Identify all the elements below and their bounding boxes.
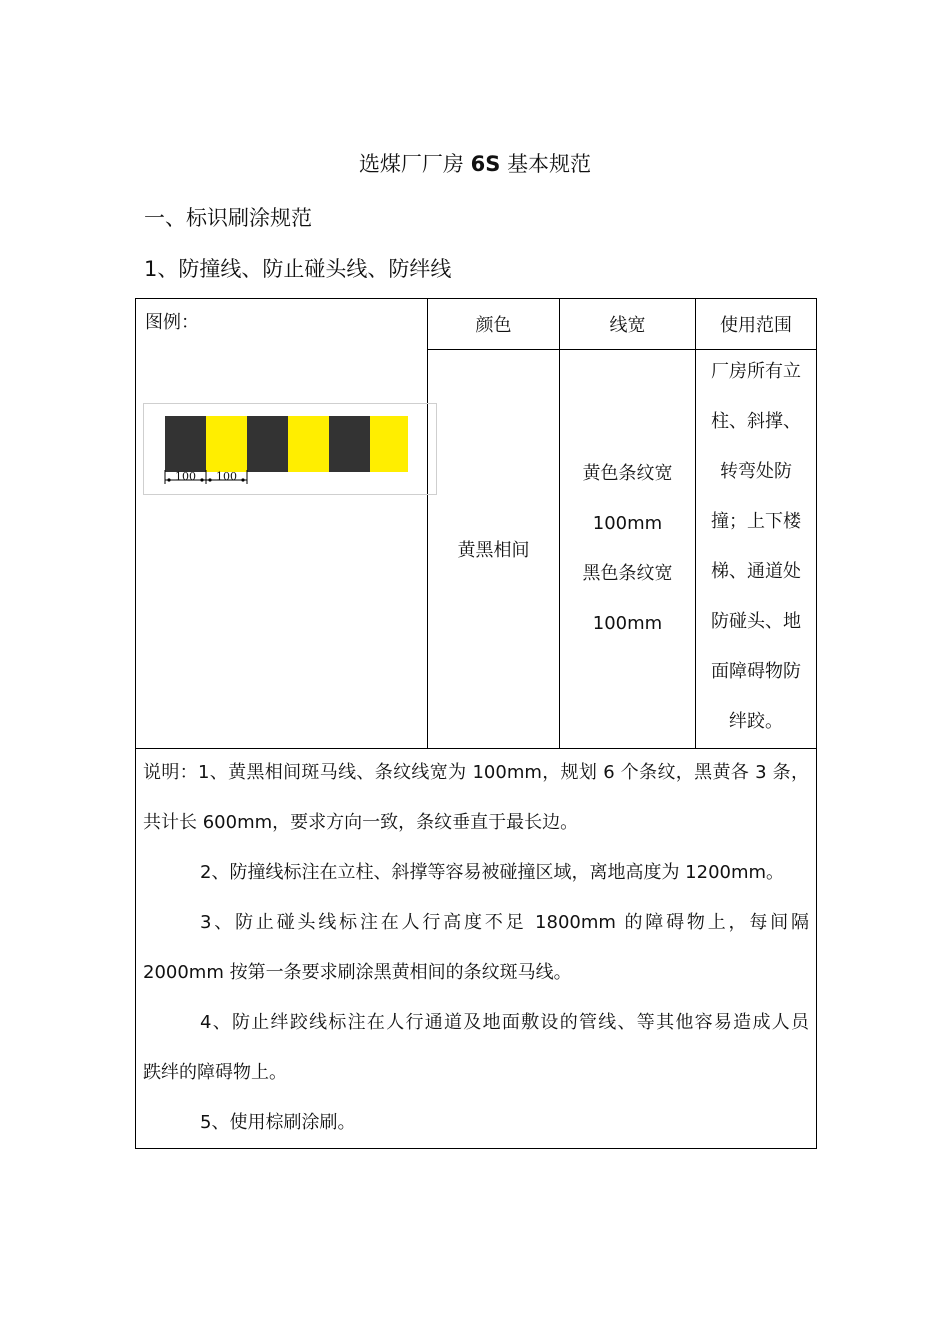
color-value: 黄黑相间: [457, 540, 530, 561]
subsection-heading: 1、防撞线、防止碰头线、防绊线: [144, 257, 452, 281]
scope-line: 防碰头、地: [711, 611, 801, 632]
header-width: 线宽: [609, 315, 646, 336]
table-border-right: [816, 298, 817, 1149]
scope-line: 转弯处防: [720, 461, 792, 482]
dimension-label-1: 100: [175, 470, 196, 483]
document-title: 选煤厂厂房 6S 基本规范: [358, 152, 592, 176]
stripe-black-2: [247, 416, 288, 472]
scope-line: 柱、斜撑、: [711, 411, 801, 432]
note-line: 5、使用棕刷涂刷。: [200, 1112, 356, 1133]
hazard-stripe-figure: [143, 403, 437, 495]
scope-cell: [696, 347, 816, 747]
width-value-cell: [560, 350, 695, 748]
scope-line: 撞；上下楼: [711, 511, 801, 532]
width-line: 黄色条纹宽: [582, 463, 673, 484]
table-border-left: [135, 298, 136, 1149]
notes-cell: [143, 748, 809, 1148]
scope-line: 绊跤。: [729, 711, 783, 732]
note-line: 说明：1、黄黑相间斑马线、条纹线宽为 100mm，规划 6 个条纹，黑黄各 3 条，: [143, 762, 809, 783]
scope-line: 梯、通道处: [711, 561, 801, 582]
scope-line: 厂房所有立: [711, 361, 801, 382]
stripe-yellow-2: [288, 416, 329, 472]
width-line: 100mm: [592, 513, 663, 534]
stripe-yellow-3: [370, 416, 408, 472]
header-scope: 使用范围: [720, 315, 792, 336]
dimension-label-2: 100: [216, 470, 237, 483]
width-line: 100mm: [592, 613, 663, 634]
section-heading: 一、标识刷涂规范: [144, 206, 312, 230]
note-line: 3、防止碰头线标注在人行高度不足 1800mm 的障碍物上，每间隔: [200, 912, 809, 933]
note-line: 共计长 600mm，要求方向一致，条纹垂直于最长边。: [143, 812, 579, 833]
scope-line: 面障碍物防: [711, 661, 801, 682]
note-line: 跌绊的障碍物上。: [143, 1062, 287, 1083]
note-line: 2、防撞线标注在立柱、斜撑等容易被碰撞区域，离地高度为 1200mm。: [200, 862, 785, 883]
spec-table: [135, 298, 817, 1149]
table-border-bottom: [135, 1148, 817, 1149]
stripe-black-3: [329, 416, 370, 472]
stripe-yellow-1: [206, 416, 247, 472]
header-color: 颜色: [475, 315, 512, 336]
stripe-black-1: [165, 416, 206, 472]
color-value-cell: [428, 350, 559, 748]
note-line: 4、防止绊跤线标注在人行通道及地面敷设的管线、等其他容易造成人员: [200, 1012, 809, 1033]
note-line: 2000mm 按第一条要求刷涂黑黄相间的条纹斑马线。: [143, 962, 572, 983]
width-line: 黑色条纹宽: [582, 563, 673, 584]
legend-label: 图例：: [145, 312, 199, 333]
